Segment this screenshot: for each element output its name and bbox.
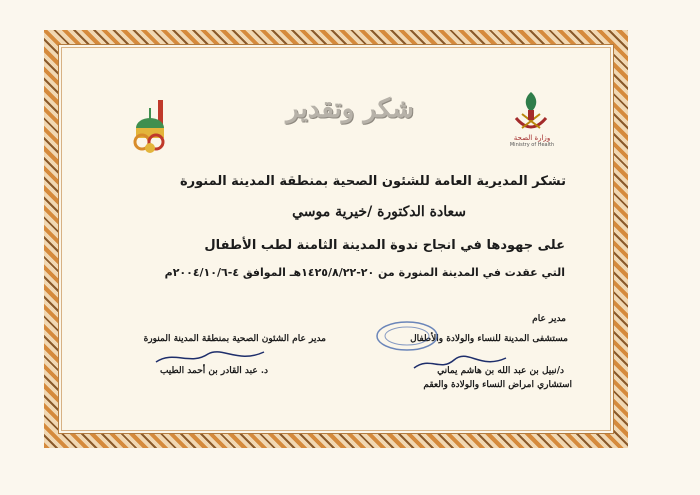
recipient-name: سعادة الدكتورة /خيرية موسي: [292, 204, 466, 220]
body-line-achievement: على جهودها في انجاح ندوة المدينة الثامنة لطب الأطفال: [204, 238, 565, 253]
right-signatory-name: د/نبيل بن عبد الله بن هاشم يماني: [437, 366, 564, 376]
left-signatory-name: د. عبد القادر بن أحمد الطيب: [159, 366, 268, 376]
left-signatory-title: مدير عام الشئون الصحية بمنطقة المدينة المنورة: [143, 334, 326, 344]
body-line-dates: التي عقدت في المدينة المنورة من ٢٠-١٤٢٥/٨/٢٢هـ الموافق ٤-٢٠٠٤/١٠/٦م: [164, 266, 565, 279]
body-line-organization: تشكر المديرية العامة للشئون الصحية بمنطقة المدينة المنورة: [179, 174, 566, 189]
ministry-name-arabic: وزارة الصحة: [513, 134, 551, 142]
right-signatory-title: مدير عام: [532, 314, 566, 324]
official-stamp-icon: [372, 318, 442, 354]
symposium-logo-icon: [128, 94, 176, 154]
right-signatory-organization: مستشفى المدينة للنساء والولادة والأطفال: [410, 334, 568, 344]
right-signatory-role: استشاري امراض النساء والولادة والعقم: [423, 380, 572, 390]
certificate-title: شكر وتقدير: [286, 94, 414, 124]
ministry-name-english: Ministry of Health: [509, 142, 555, 148]
